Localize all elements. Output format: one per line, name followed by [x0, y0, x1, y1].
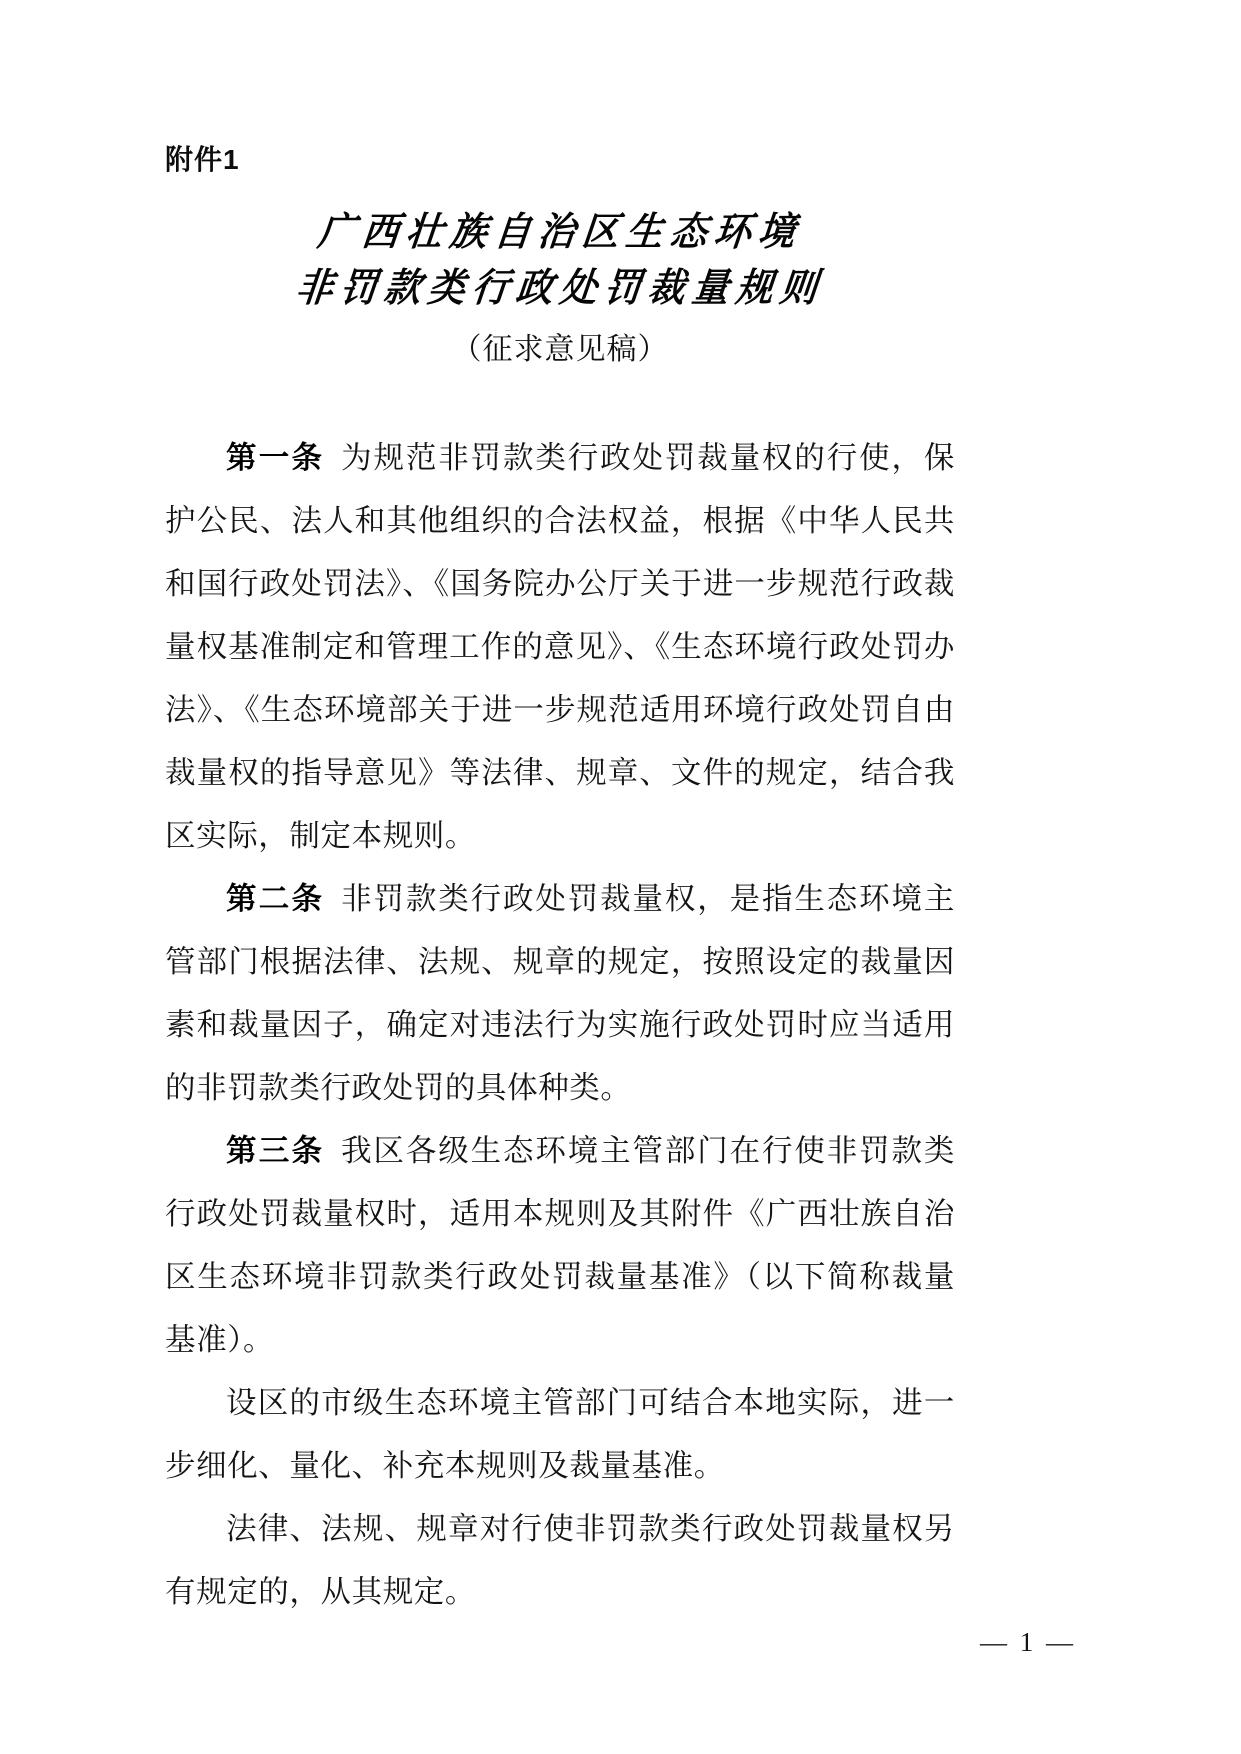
- article-paragraph: [165, 1120, 955, 1372]
- article-paragraph: [165, 427, 955, 868]
- article-text: 为规范非罚款类行政处罚裁量权的行使，保护公民、法人和其他组织的合法权益，根据《中华人民共和国行政处罚法》、《国务院办公厅关于进一步规范行政裁量权基准制定和管理工作的意见》、《生态环境行政处罚办法》、《生态环境部关于进一步规范适用环境行政处罚自由裁量权的指导意见》等法律、规章、文件的规定，结合我区实际，制定本规则。: [165, 441, 956, 854]
- article-text: 我区各级生态环境主管部门在行使非罚款类行政处罚裁量权时，适用本规则及其附件《广西壮族自治区生态环境非罚款类行政处罚裁量基准》（以下简称裁量基准）。: [165, 1134, 956, 1358]
- article-paragraph: [165, 868, 955, 1120]
- article-number: 第三条: [226, 1134, 325, 1169]
- attachment-label: 附件1: [165, 144, 240, 175]
- title-line-2: 非罚款类行政处罚裁量规则: [293, 263, 827, 311]
- page-number: — 1 —: [980, 1627, 1076, 1657]
- article-text: 设区的市级生态环境主管部门可结合本地实际，进一步细化、量化、补充本规则及裁量基准。: [165, 1386, 955, 1484]
- article-paragraph: [165, 1498, 955, 1624]
- article-number: 第二条: [226, 882, 325, 917]
- document-title: [165, 203, 955, 315]
- article-text: 法律、法规、规章对行使非罚款类行政处罚裁量权另有规定的，从其规定。: [165, 1512, 955, 1610]
- article-text: 非罚款类行政处罚裁量权，是指生态环境主管部门根据法律、法规、规章的规定，按照设定的裁量因素和裁量因子，确定对违法行为实施行政处罚时应当适用的非罚款类行政处罚的具体种类。: [165, 882, 956, 1106]
- document-body: [165, 427, 955, 1624]
- document-subtitle: （征求意见稿）: [451, 333, 669, 367]
- article-number: 第一条: [226, 441, 325, 476]
- title-line-1: 广西壮族自治区生态环境: [315, 207, 805, 254]
- document-content: [165, 0, 955, 1624]
- article-paragraph: [165, 1372, 955, 1498]
